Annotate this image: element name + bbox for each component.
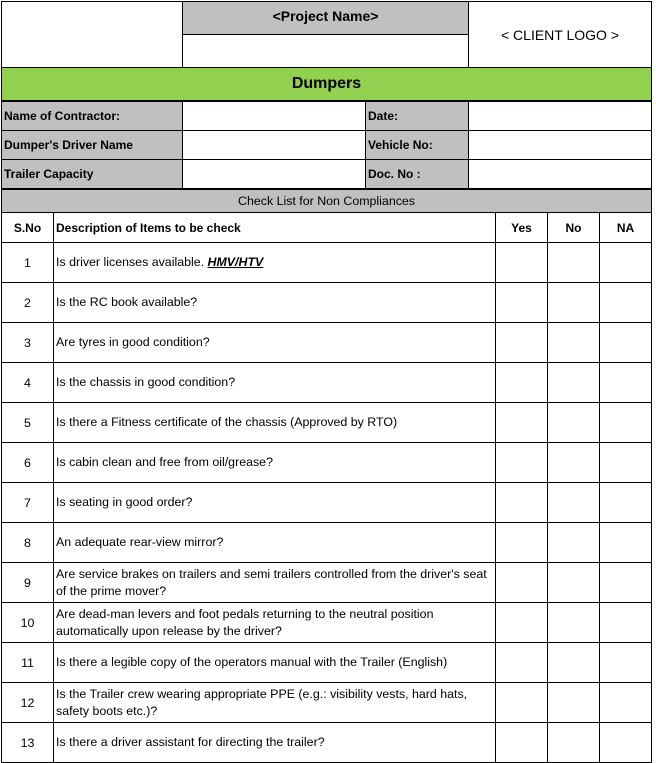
vehicle-no-field[interactable] <box>469 131 652 160</box>
form-title: Dumpers <box>2 68 652 101</box>
row-description <box>54 683 496 723</box>
check-cell-no[interactable] <box>548 443 600 483</box>
row-number: 8 <box>2 523 54 563</box>
check-cell-no[interactable] <box>548 403 600 443</box>
row-description-text: Is cabin clean and free from oil/grease? <box>56 455 273 469</box>
row-number: 7 <box>2 483 54 523</box>
row-description-text: Is the chassis in good condition? <box>56 375 236 389</box>
driver-name-field[interactable] <box>183 131 366 160</box>
row-description <box>54 243 496 283</box>
row-description-text: Are tyres in good condition? <box>56 335 210 349</box>
checklist-title: Check List for Non Compliances <box>2 190 652 213</box>
date-label: Date: <box>366 102 469 131</box>
row-description-text: Is there a Fitness certificate of the chassis (Approved by RTO) <box>56 415 398 429</box>
check-cell-yes[interactable] <box>496 723 548 763</box>
checklist-row <box>2 243 652 283</box>
row-number: 5 <box>2 403 54 443</box>
contractor-field[interactable] <box>183 102 366 131</box>
row-description <box>54 723 496 763</box>
row-description <box>54 483 496 523</box>
checklist-row <box>2 363 652 403</box>
row-number: 1 <box>2 243 54 283</box>
check-cell-yes[interactable] <box>496 443 548 483</box>
check-cell-yes[interactable] <box>496 323 548 363</box>
check-cell-yes[interactable] <box>496 363 548 403</box>
checklist-row <box>2 563 652 603</box>
vehicle-no-label: Vehicle No: <box>366 131 469 160</box>
check-cell-no[interactable] <box>548 363 600 403</box>
check-cell-na[interactable] <box>600 323 652 363</box>
row-description <box>54 443 496 483</box>
check-cell-na[interactable] <box>600 483 652 523</box>
doc-no-label: Doc. No : <box>366 160 469 189</box>
driver-name-label: Dumper's Driver Name <box>2 131 183 160</box>
client-logo: < CLIENT LOGO > <box>469 2 652 68</box>
row-description-text: An adequate rear-view mirror? <box>56 535 224 549</box>
check-cell-na[interactable] <box>600 243 652 283</box>
check-cell-yes[interactable] <box>496 283 548 323</box>
row-description-text: Is driver licenses available. <box>56 255 208 269</box>
row-description-text: Are dead-man levers and foot pedals returning to the neutral position automatically upon release by the driver? <box>56 606 434 638</box>
checklist-row <box>2 283 652 323</box>
check-cell-na[interactable] <box>600 363 652 403</box>
check-cell-yes[interactable] <box>496 243 548 283</box>
checklist-rows <box>2 243 652 763</box>
row-number: 13 <box>2 723 54 763</box>
row-description <box>54 563 496 603</box>
check-cell-no[interactable] <box>548 323 600 363</box>
checklist-form <box>1 1 651 763</box>
checklist-row <box>2 403 652 443</box>
checklist-row <box>2 723 652 763</box>
checklist-table <box>1 189 652 763</box>
col-no-header: No <box>548 213 600 243</box>
project-name-field[interactable] <box>183 35 469 68</box>
check-cell-yes[interactable] <box>496 683 548 723</box>
row-description <box>54 283 496 323</box>
check-cell-na[interactable] <box>600 683 652 723</box>
col-na-header: NA <box>600 213 652 243</box>
check-cell-na[interactable] <box>600 563 652 603</box>
row-description <box>54 403 496 443</box>
check-cell-yes[interactable] <box>496 643 548 683</box>
check-cell-no[interactable] <box>548 643 600 683</box>
info-table <box>1 101 652 189</box>
date-field[interactable] <box>469 102 652 131</box>
checklist-row <box>2 523 652 563</box>
row-number: 2 <box>2 283 54 323</box>
check-cell-no[interactable] <box>548 563 600 603</box>
check-cell-yes[interactable] <box>496 603 548 643</box>
check-cell-no[interactable] <box>548 283 600 323</box>
row-description-text: Is the Trailer crew wearing appropriate PPE (e.g.: visibility vests, hard hats, safety boots etc.)? <box>56 686 468 718</box>
col-sno-header: S.No <box>2 213 54 243</box>
project-name: <Project Name> <box>183 2 469 35</box>
checklist-row <box>2 603 652 643</box>
check-cell-na[interactable] <box>600 603 652 643</box>
row-description-text: Is there a legible copy of the operators manual with the Trailer (English) <box>56 655 448 669</box>
row-number: 4 <box>2 363 54 403</box>
col-yes-header: Yes <box>496 213 548 243</box>
row-description-text: Are service brakes on trailers and semi trailers controlled from the driver's seat of the prime mover? <box>56 566 487 598</box>
trailer-capacity-label: Trailer Capacity <box>2 160 183 189</box>
row-description-text: Is seating in good order? <box>56 495 193 509</box>
blank-header-cell <box>2 2 183 68</box>
license-class-emphasis: HMV/HTV <box>207 255 264 269</box>
trailer-capacity-field[interactable] <box>183 160 366 189</box>
check-cell-na[interactable] <box>600 283 652 323</box>
check-cell-no[interactable] <box>548 723 600 763</box>
check-cell-no[interactable] <box>548 243 600 283</box>
row-number: 11 <box>2 643 54 683</box>
checklist-row <box>2 483 652 523</box>
doc-no-field[interactable] <box>469 160 652 189</box>
row-number: 10 <box>2 603 54 643</box>
row-description <box>54 363 496 403</box>
row-number: 9 <box>2 563 54 603</box>
check-cell-na[interactable] <box>600 523 652 563</box>
check-cell-no[interactable] <box>548 683 600 723</box>
check-cell-yes[interactable] <box>496 403 548 443</box>
check-cell-yes[interactable] <box>496 523 548 563</box>
check-cell-na[interactable] <box>600 643 652 683</box>
row-description <box>54 643 496 683</box>
check-cell-na[interactable] <box>600 443 652 483</box>
checklist-row <box>2 323 652 363</box>
col-desc-header: Description of Items to be check <box>54 213 496 243</box>
check-cell-na[interactable] <box>600 403 652 443</box>
check-cell-no[interactable] <box>548 603 600 643</box>
contractor-label: Name of Contractor: <box>2 102 183 131</box>
checklist-row <box>2 443 652 483</box>
check-cell-yes[interactable] <box>496 483 548 523</box>
check-cell-yes[interactable] <box>496 563 548 603</box>
header-table <box>1 1 652 101</box>
checklist-row <box>2 683 652 723</box>
row-description-text: Is the RC book available? <box>56 295 198 309</box>
check-cell-na[interactable] <box>600 723 652 763</box>
row-description <box>54 603 496 643</box>
check-cell-no[interactable] <box>548 483 600 523</box>
check-cell-no[interactable] <box>548 523 600 563</box>
row-number: 12 <box>2 683 54 723</box>
row-number: 6 <box>2 443 54 483</box>
row-number: 3 <box>2 323 54 363</box>
row-description <box>54 523 496 563</box>
checklist-row <box>2 643 652 683</box>
row-description-text: Is there a driver assistant for directing the trailer? <box>56 735 325 749</box>
row-description <box>54 323 496 363</box>
